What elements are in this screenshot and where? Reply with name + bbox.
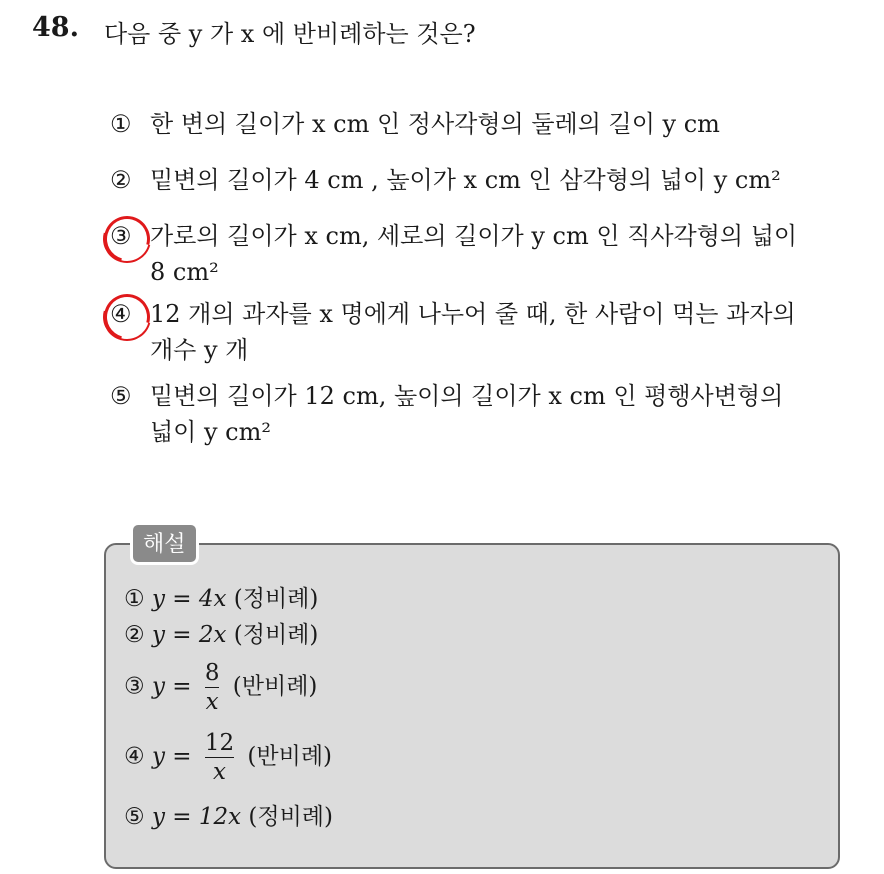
solution-equation: y = — [151, 743, 192, 770]
option-1[interactable] — [110, 106, 720, 142]
option-text-continued: 8 cm² — [150, 258, 219, 286]
solution-equation: y = 12x — [151, 804, 242, 830]
question-number: 48. — [32, 12, 79, 43]
solution-note: (정비례) — [233, 586, 319, 612]
option-number: ③ — [110, 222, 132, 250]
option-text-continued: 개수 y 개 — [150, 336, 249, 364]
solution-note: (정비례) — [233, 622, 319, 648]
denominator: x — [212, 759, 226, 785]
solution-line-1 — [124, 582, 318, 616]
solution-number: ③ — [124, 673, 145, 700]
option-text: 가로의 길이가 x cm, 세로의 길이가 y cm 인 직사각형의 넓이 — [150, 222, 798, 250]
solution-number: ⑤ — [124, 804, 145, 830]
fraction — [205, 660, 220, 715]
option-number: ⑤ — [110, 382, 132, 410]
solution-equation: y = 2x — [151, 622, 227, 648]
option-4[interactable] — [110, 296, 796, 368]
solution-equation: y = — [151, 673, 192, 700]
numerator: 12 — [204, 730, 235, 756]
solution-line-5 — [124, 800, 333, 834]
fraction — [205, 730, 234, 785]
solution-note: (반비례) — [232, 673, 318, 700]
option-2[interactable] — [110, 162, 781, 198]
question-text: 다음 중 y 가 x 에 반비례하는 것은? — [104, 20, 476, 48]
solution-note: (정비례) — [248, 804, 333, 830]
solution-line-4 — [124, 730, 332, 785]
denominator: x — [205, 689, 219, 715]
option-5[interactable] — [110, 378, 783, 450]
solution-number: ④ — [124, 743, 145, 770]
fraction-bar — [205, 687, 220, 688]
option-number: ① — [110, 110, 132, 138]
solution-equation: y = 4x — [151, 586, 227, 612]
solution-line-3 — [124, 660, 317, 715]
option-text: 밑변의 길이가 4 cm , 높이가 x cm 인 삼각형의 넓이 y cm² — [150, 166, 781, 194]
solution-number: ② — [124, 622, 145, 648]
option-3[interactable] — [110, 218, 797, 290]
fraction-bar — [205, 757, 234, 758]
option-number: ④ — [110, 300, 132, 328]
solution-label: 해설 — [130, 522, 199, 565]
solution-number: ① — [124, 586, 145, 612]
option-text: 한 변의 길이가 x cm 인 정사각형의 둘레의 길이 y cm — [150, 110, 720, 138]
option-number: ② — [110, 166, 132, 194]
solution-note: (반비례) — [247, 743, 333, 770]
solution-line-2 — [124, 618, 318, 652]
option-text-continued: 넓이 y cm² — [150, 418, 272, 446]
numerator: 8 — [204, 660, 220, 686]
option-text: 밑변의 길이가 12 cm, 높이의 길이가 x cm 인 평행사변형의 — [150, 382, 784, 410]
option-text: 12 개의 과자를 x 명에게 나누어 줄 때, 한 사람이 먹는 과자의 — [150, 300, 796, 328]
